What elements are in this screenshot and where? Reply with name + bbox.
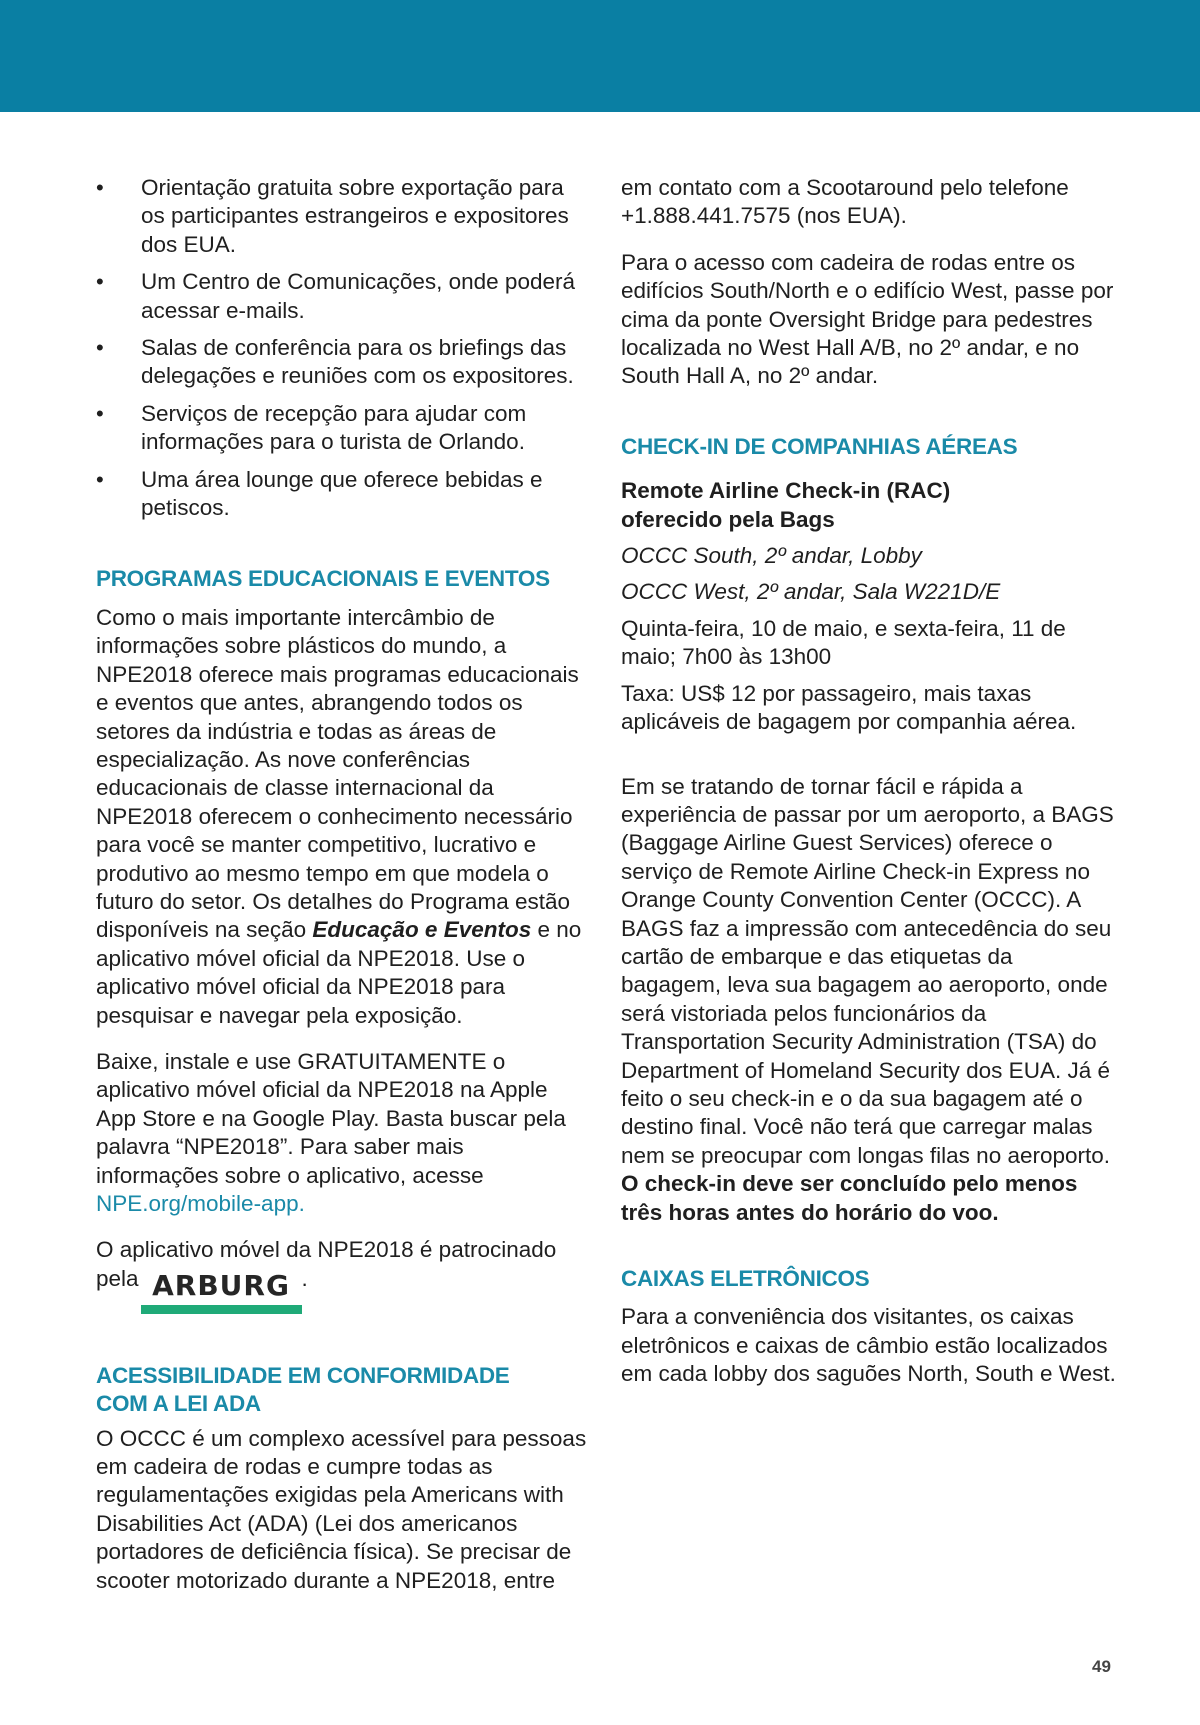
edu-section-name: Educação e Eventos [312,917,532,943]
sponsor-paragraph: O aplicativo móvel da NPE2018 é patrocinado pela ARBURG . [96,1236,590,1313]
list-item: • Salas de conferência para os briefings das delegações e reuniões com os expositores. [96,334,590,391]
checkin-dates: Quinta-feira, 10 de maio, e sexta-feira, 11 de maio; 7h00 às 13h00 [621,615,1066,670]
scootaround-paragraph: em contato com a Scootaround pelo telefone +1.888.441.7575 (nos EUA). [621,175,1069,229]
list-item: • Uma área lounge que oferece bebidas e petiscos. [96,466,590,523]
rac-title: Remote Airline Check-in (RAC) oferecido pela Bags [621,478,951,532]
location-west: OCCC West, 2º andar, Sala W221D/E [621,579,1001,605]
checkin-deadline: O check-in deve ser concluído pelo menos três horas antes do horário do voo. [621,1171,1078,1225]
ada-heading: ACESSIBILIDADE EM CONFORMIDADE COM A LEI ADA [96,1362,510,1417]
right-column [621,174,1116,1407]
location-south: OCCC South, 2º andar, Lobby [621,543,922,569]
atm-heading: CAIXAS ELETRÔNICOS [621,1266,870,1291]
header-band [0,0,1200,112]
bags-paragraph: Em se tratando de tornar fácil e rápida a experiência de passar por um aeroporto, a BAGS (Baggage Airline Guest Services) oferece o serviço de Remote Airline Check-in Express no Orange County Convention Center (OCCC). A BAGS faz a impressão com antecedência do seu cartão de embarque e das etiquetas da bagagem, leva sua bagagem ao aeroporto, onde será vistoriada pelos funcionários da Transportation Security Administration (TSA) do Department of Homeland Security dos EUA. Já é feito o seu check-in e o da sua bagagem até o destino final. Você não terá que carregar malas nem se preocupar com longas filas no aeroporto. O check-in deve ser concluído pelo menos três horas antes do horário do voo. [621,773,1114,1225]
list-item: • Um Centro de Comunicações, onde poderá acessar e-mails. [96,268,590,325]
app-paragraph: Baixe, instale e use GRATUITAMENTE o aplicativo móvel oficial da NPE2018 na Apple App Store e na Google Play. Basta buscar pela palavra “NPE2018”. Para saber mais informações sobre o aplicativo, acesse NPE.org/mobile-app. [96,1048,566,1216]
list-item: • Serviços de recepção para ajudar com informações para o turista de Orlando. [96,400,590,457]
edu-heading: PROGRAMAS EDUCACIONAIS E EVENTOS [96,566,550,592]
arburg-logo: ARBURG [141,1271,302,1314]
edu-paragraph: Como o mais importante intercâmbio de informações sobre plásticos do mundo, a NPE2018 oferece mais programas educacionais e eventos que antes, abrangendo todos os setores da indústria e todas as áreas de especialização. As nove conferências educacionais de classe internacional da NPE2018 oferecem o conhecimento necessário para você se manter competitivo, lucrativo e produtivo ao mesmo tempo em que modela o futuro do setor. Os detalhes do Programa estão disponíveis na seção Educação e Eventos e no aplicativo móvel oficial da NPE2018. Use o aplicativo móvel oficial da NPE2018 para pesquisar e navegar pela exposição. [96,604,582,1028]
checkin-heading: CHECK-IN DE COMPANHIAS AÉREAS [621,433,1018,459]
mobile-app-link[interactable]: NPE.org/mobile-app. [96,1191,305,1216]
checkin-fee: Taxa: US$ 12 por passageiro, mais taxas aplicáveis de bagagem por companhia aérea. [621,680,1077,735]
atm-paragraph: Para a conveniência dos visitantes, os caixas eletrônicos e caixas de câmbio estão localizados em cada lobby dos saguões North, South e West. [621,1304,1116,1387]
ada-paragraph: O OCCC é um complexo acessível para pessoas em cadeira de rodas e cumpre todas as regulamentações exigidas pela Americans with Disabilities Act (ADA) (Lei dos americanos portadores de deficiência física). Se precisar de scooter motorizado durante a NPE2018, entre [96,1425,587,1593]
wheelchair-paragraph: Para o acesso com cadeira de rodas entre os edifícios South/North e o edifício West, passe por cima da ponte Oversight Bridge para pedestres localizada no West Hall A/B, no 2º andar, e no South Hall A, no 2º andar. [621,249,1114,389]
page-number: 49 [1092,1657,1111,1676]
list-item: • Orientação gratuita sobre exportação para os participantes estrangeiros e expositores dos EUA. [96,174,590,259]
left-column [96,174,590,1613]
services-list [96,174,590,522]
